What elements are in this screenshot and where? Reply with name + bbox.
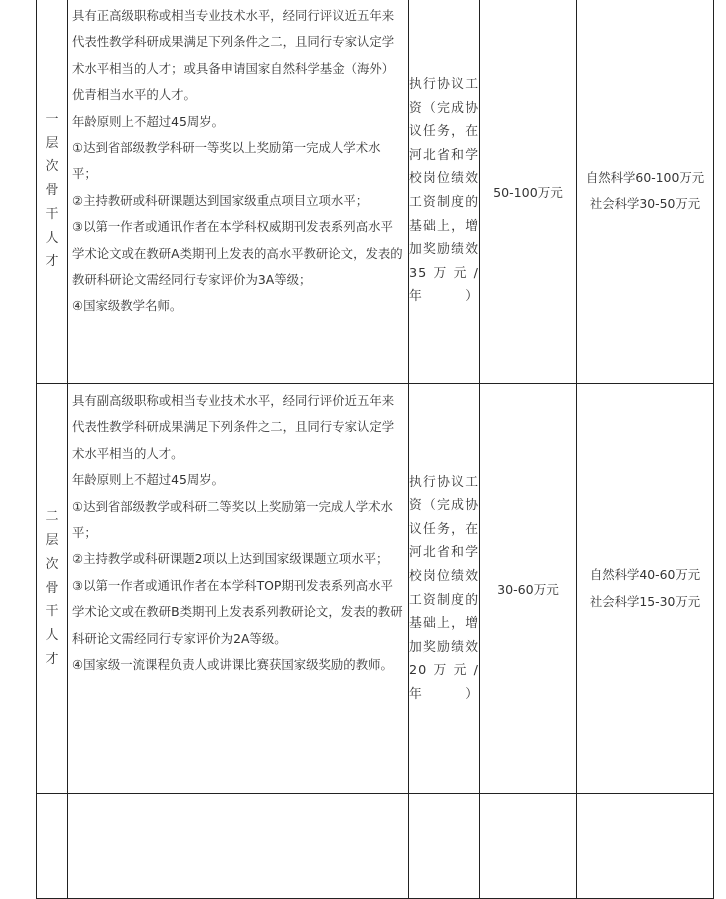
research-funding-cell [577,384,714,794]
settling-fee: 30-60万元 [497,582,559,597]
empty-cell [480,794,577,899]
requirements-cell [68,0,409,384]
research-funding [577,165,713,218]
requirement-line: ①达到省部级教学或科研二等奖以上奖励第一完成人学术水平； [72,498,393,541]
requirements-text [68,0,408,320]
requirements-text [68,384,408,678]
funding-natural-science: 自然科学40-60万元 [589,567,701,582]
category-cell [37,384,68,794]
requirement-line: ②主持教学或科研课题2项以上达到国家级课题立项水平； [72,551,389,567]
funding-social-science: 社会科学15-30万元 [589,593,701,609]
requirement-line: 年龄原则上不超过45周岁。 [72,472,225,488]
requirement-line: ④国家级一流课程负责人或讲课比赛获国家级奖励的教师。 [72,657,393,673]
requirement-line: ③以第一作者或通讯作者在本学科权威期刊发表系列高水平学术论文或在教研A类期刊上发表的高水平教研论文，发表的教研科研论文需经同行专家评价为3A等级； [72,219,403,288]
empty-cell [409,794,480,899]
requirement-line: ②主持教研或科研课题达到国家级重点项目立项水平； [72,192,369,208]
requirement-line: 年龄原则上不超过45周岁。 [72,113,225,129]
requirement-line: 具有副高级职称或相当专业技术水平，经同行评价近五年来代表性教学科研成果满足下列条件之二，且同行专家认定学术水平相当的人才。 [72,393,395,461]
category-cell [37,0,68,384]
empty-cell [37,794,68,899]
settling-fee-cell [480,0,577,384]
category-label: 一层次骨干人才 [45,111,59,270]
talent-table [36,0,714,899]
settling-fee: 50-100万元 [493,184,563,200]
requirement-line: ①达到省部级教学科研一等奖以上奖励第一完成人学术水平； [72,140,381,182]
table-row [37,0,714,384]
table-row [37,384,714,794]
salary-cell [409,0,480,384]
requirement-line: 具有正高级职称或相当专业技术水平，经同行评议近五年来代表性教学科研成果满足下列条件之二，且同行专家认定学术水平相当的人才；或具备申请国家自然科学基金（海外）优青相当水平的人才。 [72,8,395,103]
salary-cell [409,384,480,794]
research-funding [577,562,713,615]
research-funding-cell [577,0,714,384]
table-row-partial [37,794,714,899]
salary-text: 执行协议工资（完成协议任务，在河北省和学校岗位绩效工资制度的基础上，增加奖励绩效20万元/年） [409,474,479,702]
category-label: 二层次骨干人才 [45,509,59,667]
funding-social-science: 社会科学30-50万元 [589,196,701,211]
funding-natural-science: 自然科学60-100万元 [585,169,705,185]
requirement-line: ③以第一作者或通讯作者在本学科TOP期刊发表系列高水平学术论文或在教研B类期刊上发表系列教研论文，发表的教研科研论文需经同行专家评价为2A等级。 [72,577,403,646]
requirement-line: ④国家级教学名师。 [72,298,183,314]
salary-text: 执行协议工资（完成协议任务，在河北省和学校岗位绩效工资制度的基础上，增加奖励绩效35万元/年） [409,77,479,305]
requirements-cell [68,384,409,794]
empty-cell [577,794,714,899]
settling-fee-cell [480,384,577,794]
empty-cell [68,794,409,899]
